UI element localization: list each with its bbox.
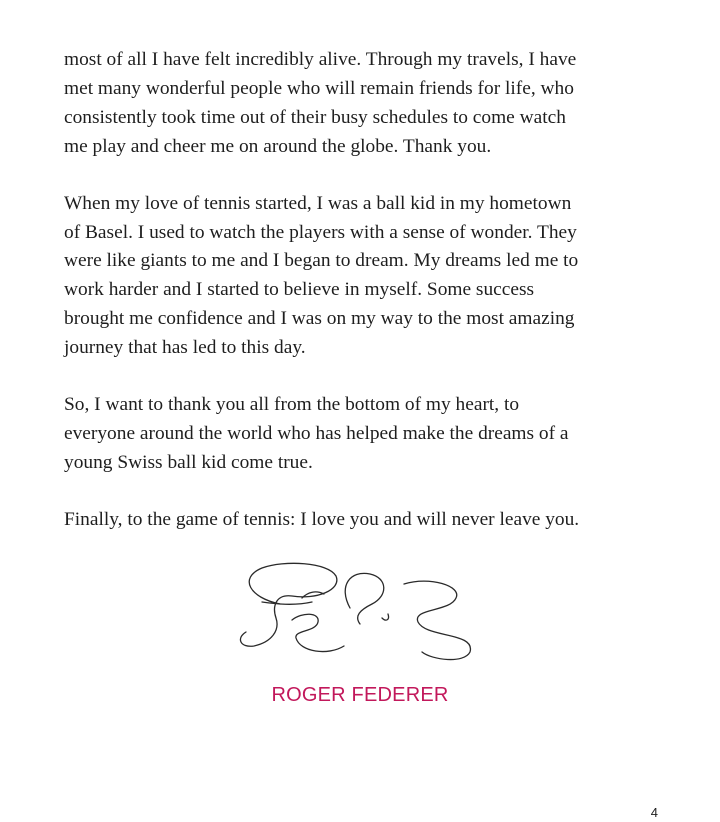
paragraph-thank-everyone [64,391,664,478]
text-line: me play and cheer me on around the globe. Thank you. [64,135,492,157]
signer-name: ROGER FEDERER [271,684,449,706]
text-line: young Swiss ball kid come true. [64,451,313,473]
text-line: work harder and I started to believe in myself. Some success [64,279,535,301]
paragraph-ball-kid [64,190,664,363]
text-line: When my love of tennis started, I was a ball kid in my hometown [64,192,572,214]
text-line: Finally, to the game of tennis: I love you and will never leave you. [64,508,580,530]
text-line: everyone around the world who has helped make the dreams of a [64,422,569,444]
letter-body [64,46,664,535]
handwritten-signature [232,556,488,668]
page-number: 4 [650,805,658,820]
text-line: of Basel. I used to watch the players with a sense of wonder. They [64,221,577,243]
text-line: consistently took time out of their busy schedules to come watch [64,106,566,128]
text-line: met many wonderful people who will remain friends for life, who [64,77,574,99]
text-line: brought me confidence and I was on my way to the most amazing [64,308,575,330]
paragraph-closing-thanks [64,46,664,162]
paragraph-finally [64,506,664,535]
text-line: most of all I have felt incredibly alive. Through my travels, I have [64,49,577,70]
text-line: were like giants to me and I began to dream. My dreams led me to [64,250,579,272]
text-line: So, I want to thank you all from the bottom of my heart, to [64,394,520,416]
text-line: journey that has led to this day. [64,337,306,359]
